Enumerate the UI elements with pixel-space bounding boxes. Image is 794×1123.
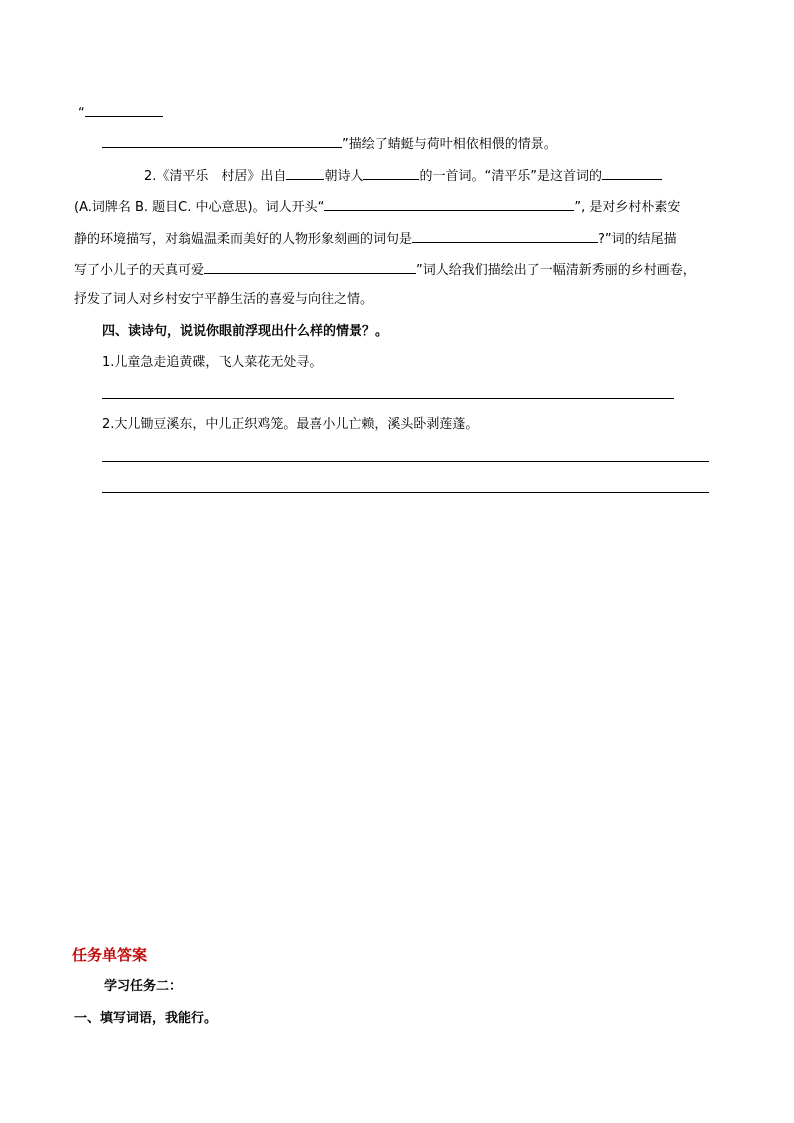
blank-poet bbox=[363, 166, 419, 180]
q2-text-1: 出自 bbox=[260, 169, 287, 184]
blank-opening-line bbox=[324, 197, 574, 211]
quote-line-2 bbox=[102, 134, 557, 154]
q2-text-4: “清平乐”是这首词的 bbox=[484, 169, 602, 184]
blank-old-couple bbox=[412, 229, 598, 243]
open-quote: “ bbox=[78, 106, 85, 121]
answer-line-q2-b bbox=[102, 492, 709, 493]
q2-text-8: 写了小儿子的天真可爱 bbox=[74, 263, 205, 278]
q2-line-5 bbox=[74, 291, 373, 309]
q2-line-4 bbox=[74, 260, 696, 280]
section-4-q1: 1.儿童急走追黄碟，飞人菜花无处寻。 bbox=[102, 355, 323, 370]
answer-line-q2-a bbox=[102, 461, 709, 462]
answers-section-1: 一、填写词语，我能行。 bbox=[74, 1011, 218, 1026]
q2-text-10: 抒发了词人对乡村安宁平静生活的喜爱与向往之情。 bbox=[74, 292, 374, 307]
blank-quote-end bbox=[102, 134, 342, 148]
q2-text-3: 的一首词。 bbox=[419, 169, 485, 184]
quote-description: ”描绘了蜻蜓与荷叶相依相偎的情景。 bbox=[342, 137, 557, 152]
blank-cipai bbox=[602, 166, 662, 180]
blank-dynasty bbox=[286, 166, 324, 180]
q2-line-3 bbox=[74, 229, 677, 249]
quote-line-1 bbox=[78, 103, 163, 123]
section-4-heading: 四、读诗句，说说你眼前浮现出什么样的情景？。 bbox=[102, 324, 389, 339]
blank-quote-start bbox=[85, 103, 163, 117]
answer-line-q1 bbox=[102, 398, 674, 399]
q2-text-9: ”词人给我们描绘出了一幅清新秀丽的乡村画卷， bbox=[416, 263, 696, 278]
q2-text-5: ”, 是对乡村朴素安 bbox=[574, 200, 681, 215]
q2-text-7: ?”词的结尾描 bbox=[598, 232, 677, 247]
q2-line-2 bbox=[74, 197, 680, 217]
section-4-q2: 2.大儿锄豆溪东，中儿正织鸡笼。最喜小儿亡赖，溪头卧剥莲蓬。 bbox=[102, 417, 479, 432]
q2-number: 2. bbox=[144, 169, 157, 184]
q2-line-1 bbox=[144, 166, 662, 186]
q2-text-2: 朝诗人 bbox=[324, 169, 364, 184]
q2-text-6: 静的环境描写，对翁媪温柔而美好的人物形象刻画的词句是 bbox=[74, 232, 413, 247]
blank-child bbox=[204, 260, 416, 274]
q2-options: (A.词牌名 B. 题目C. 中心意思)。词人开头“ bbox=[74, 200, 325, 215]
poem-title: 《清平乐 村居》 bbox=[156, 169, 261, 184]
answers-heading: 任务单答案 bbox=[72, 946, 148, 964]
task-label: 学习任务二： bbox=[104, 979, 183, 994]
